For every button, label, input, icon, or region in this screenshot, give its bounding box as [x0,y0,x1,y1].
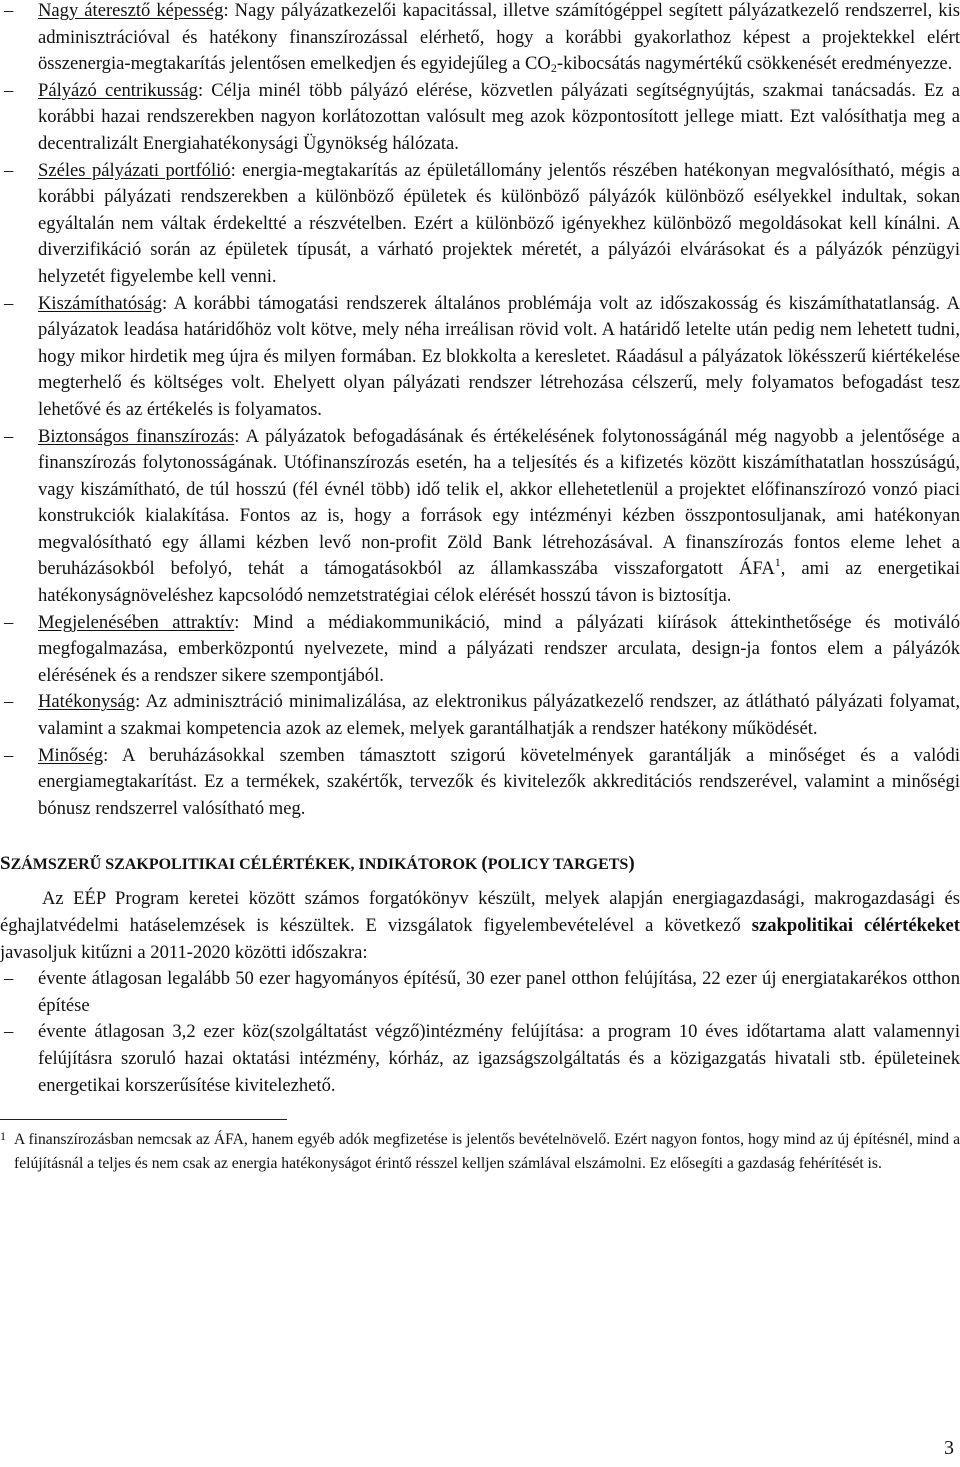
item-text: energia-megtakarítás az épületállomány jelentős részében hatékonyan megvalósítható, mégis a korábbi pályázati rendszerekben a különböző épületek és különböző pályázók különböző esélyekkel indultak, sokan egyáltalán nem váltak érdekeltté a részvételben. Ezért a különböző igényekhez különböző megoldásokat kell kínálni. A diverzifikáció során az épületek típusát, a várható projektek méretét, a pályázói elvárásokat és a pályázók pénzügyi helyzetét figyelembe kell venni. [38,159,960,287]
list-item [0,610,960,690]
item-text: Mind a médiakommunikáció, mind a pályázati kiírások áttekinthetősége és motiváló megfogalmazása, emberközpontú nyelvezete, mind a pályázati rendszer arculata, design-ja fontos elem a pályázók elérésének és a rendszer sikere szempontjából. [38,611,960,686]
bullet-dash: – [4,292,14,314]
list-item [0,78,960,158]
separator: : [103,744,109,766]
item-text: Az adminisztráció minimalizálása, az elektronikus pályázatkezelő rendszer, az átlátható pályázati folyamat, valamint a szakmai kompetencia azok az elemek, melyek garantálhatják a rendszer hatékony működését. [38,691,960,740]
list-item [0,689,960,742]
term-label: Minőség [38,744,104,766]
bullet-dash: – [4,1021,14,1043]
bullet-dash: – [4,425,14,447]
item-text: Nagy pályázatkezelői kapacitással, illetve számítógéppel segített pályázatkezelő rendszerrel, kis adminisztrációval és hatékony finanszírozással elérhető, hogy a korábbi gyakorlathoz képest a projektekkel elért összenergia-megtakarítás jelentősen emelkedjen és egyidejűleg a CO [38,0,960,75]
bullet-dash: – [4,691,14,713]
footnote [0,1128,960,1176]
list-item [0,291,960,424]
bullet-dash: – [4,611,14,633]
item-text-continued: , ami az energetikai hatékonyságnöveléshez kapcsolódó nemzetstratégiai célok elérését hosszú távon is biztosítja. [38,558,960,607]
term-label: Nagy áteresztő képesség [38,0,224,21]
term-label: Biztonságos finanszírozás [38,425,235,447]
subscript: 2 [550,61,557,76]
footnote-reference[interactable]: 1 [774,555,781,570]
list-item [0,0,960,78]
heading-text: ZÁMSZERŰ SZAKPOLITIKAI CÉLÉRTÉKEK, INDIKÁTOROK [10,856,482,874]
heading-paren-open: ( [481,853,488,875]
separator: : [234,611,240,633]
footnote-mark: 1 [0,1129,6,1144]
term-label: Kiszámíthatóság [38,292,162,314]
item-text: évente átlagosan 3,2 ezer köz(szolgáltatást végző)intézmény felújítása: a program 10 éves időtartama alatt valamennyi felújításra szoruló hazai oktatási intézmény, kórház, az igazságszolgáltatás és a közigazgatás hivatali stb. épületeinek energetikai korszerűsítése kivitelezhető. [38,1021,960,1096]
footnote-divider [0,1119,287,1120]
bullet-dash: – [4,79,14,101]
item-text: A pályázatok befogadásának és értékelésének folytonosságánál még nagyobb a jelentősége a finanszírozás folytonosságának. Utófinanszírozás esetén, ha a teljesítés és a kifizetés között kiszámíthatatlan hosszúságú, vagy kiszámítható, de túl hosszú (fél évnél több) idő telik el, akkor ellehetetlenül a projektet előfinanszírozó vonzó piaci konstrukciók kialakítása. Fontos az is, hogy a források egy intézményi kézben összpontosuljanak, ami hatékonyan megvalósítható egy állami kézben levő non-profit Zöld Bank létrehozásával. A finanszírozás fontos eleme lehet a beruházásokból befolyó, tehát a támogatásokból az államkasszába visszaforgatott ÁFA [38,425,960,580]
item-text: évente átlagosan legalább 50 ezer hagyományos építésű, 30 ezer panel otthon felújítása, 22 ezer új energiatakarékos otthon építése [38,968,960,1016]
heading-initial: S [0,853,11,875]
item-text: A beruházásokkal szemben támasztott szigorú követelmények garantálják a minőséget és a valódi energiamegtakarítást. Ez a termékek, szakértők, tervezők és kivitelezők akkreditációs rendszerével, valamint a minőségi bónusz rendszerrel valósítható meg. [38,744,960,819]
bullet-dash: – [4,0,14,21]
list-item [0,1019,960,1099]
paragraph-text-continued: javasoljuk kitűzni a 2011-2020 közötti időszakra: [0,941,368,963]
separator: : [135,691,141,713]
list-item [0,966,960,1019]
separator: : [161,292,168,314]
term-label: Megjelenésében attraktív [38,611,235,633]
term-label: Pályázó centrikusság [38,79,198,101]
list-item [0,743,960,823]
separator: : [234,425,240,447]
body-paragraph [0,886,960,966]
targets-list [0,966,960,1099]
item-text-continued: -kibocsátás nagymértékű csökkenését eredményezze. [556,53,953,75]
separator: : [230,159,236,181]
separator: : [197,79,204,101]
item-text: A korábbi támogatási rendszerek általános problémája volt az időszakosság és kiszámíthatatlanság. A pályázatok leadása határidőhöz volt kötve, mely néha irreálisan rövid volt. A határidő letelte után pedig nem lehetett tudni, hogy mikor hirdetik meg újra és milyen formában. Ez blokkolta a keresletet. Ráadásul a pályázatok lökésszerű kiértékelése megterhelő és költséges volt. Ehelyett olyan pályázati rendszer létrehozása célszerű, mely folyamatos befogadást tesz lehetővé és az értékelés is folyamatos. [38,292,960,420]
item-text: Célja minél több pályázó elérése, közvetlen pályázati segítségnyújtás, szakmai tanácsadás. Ez a korábbi hazai rendszerekben nagyon korlátozottan valósult meg azok központosított jellege miatt. Ezt valósíthatja meg a decentralizált Energiahatékonysági Ügynökség hálózata. [38,79,960,154]
footnote-text: A finanszírozásban nemcsak az ÁFA, hanem egyéb adók megfizetése is jelentős bevételnövelő. Ezért nagyon fontos, hogy mind az új építésnél, mind a felújításnál a teljes és nem csak az energia hatékonyságot érintő résszel kelljen számlával elszámolni. Ez elősegíti a gazdaság fehérítését is. [14,1131,960,1173]
bullet-dash: – [4,968,14,990]
section-heading [0,851,960,878]
bullet-dash: – [4,159,14,181]
heading-paren-close: ) [628,853,635,875]
page-number: 3 [944,1437,954,1459]
list-item [0,158,960,291]
paragraph-bold-text: szakpolitikai célértékeket [751,915,960,936]
list-item [0,424,960,610]
bullet-dash: – [4,744,14,766]
term-label: Hatékonyság [38,691,136,713]
paragraph-text: Az EÉP Program keretei között számos forgatókönyv készült, melyek alapján energiagazdasági, makrogazdasági és éghajlatvédelmi hatáselemzések is készültek. E vizsgálatok figyelembevételével a következő [0,888,960,936]
heading-text-continued: POLICY TARGETS [487,856,629,874]
separator: : [223,0,229,21]
term-label: Széles pályázati portfólió [38,159,231,181]
